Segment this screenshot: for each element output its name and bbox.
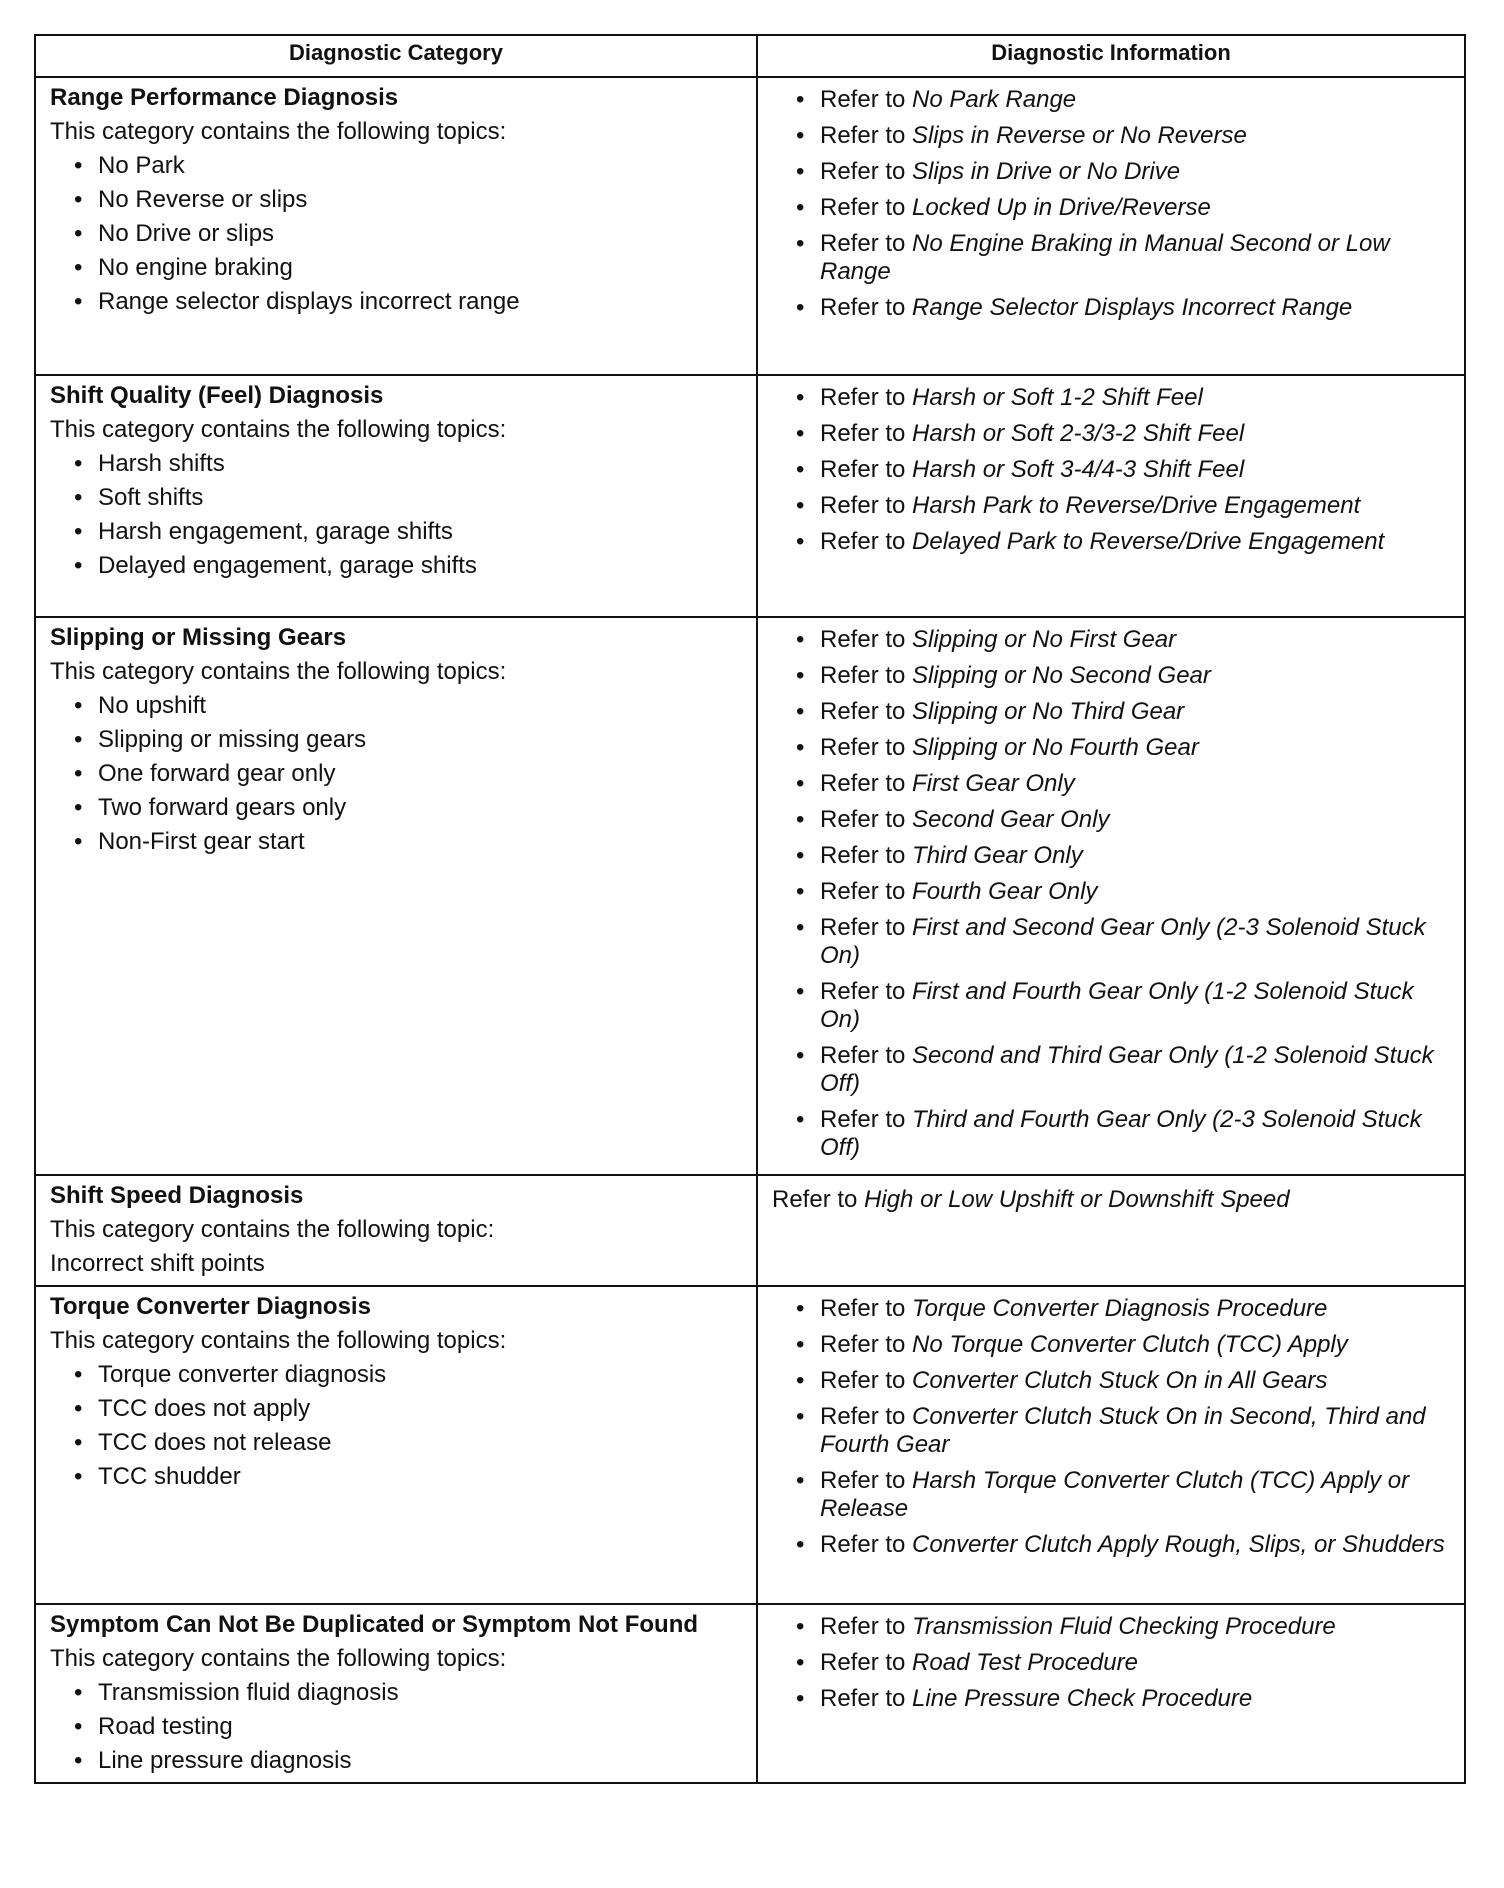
reference-link[interactable]: Second Gear Only xyxy=(912,806,1110,833)
information-cell xyxy=(757,617,1465,1175)
refer-to-prefix: Refer to xyxy=(820,1042,906,1069)
reference-item xyxy=(796,842,1454,870)
refer-to-prefix: Refer to xyxy=(820,770,906,797)
category-cell xyxy=(35,375,757,617)
reference-item xyxy=(796,194,1454,222)
reference-item xyxy=(796,626,1454,654)
refer-to-prefix: Refer to xyxy=(820,1106,906,1133)
topic-item: • Harsh shifts xyxy=(74,447,746,481)
reference-link[interactable]: Slips in Drive or No Drive xyxy=(912,158,1181,185)
refer-to-prefix: Refer to xyxy=(820,914,906,941)
reference-link[interactable]: No Park Range xyxy=(912,86,1077,113)
category-intro: This category contains the following topics: xyxy=(50,1327,507,1354)
refer-to-prefix: Refer to xyxy=(820,698,906,725)
reference-link[interactable]: Harsh or Soft 3-4/4-3 Shift Feel xyxy=(912,456,1245,483)
topic-item: • No Drive or slips xyxy=(74,217,746,251)
category-title: Symptom Can Not Be Duplicated or Symptom Not Found xyxy=(50,1611,699,1638)
reference-item xyxy=(796,734,1454,762)
reference-item xyxy=(796,770,1454,798)
reference-item xyxy=(796,420,1454,448)
reference-list xyxy=(772,384,1454,556)
table-row xyxy=(35,1175,1465,1286)
reference-link[interactable]: Harsh or Soft 2-3/3-2 Shift Feel xyxy=(912,420,1245,447)
reference-item xyxy=(796,698,1454,726)
refer-to-prefix: Refer to xyxy=(820,86,906,113)
topic-list xyxy=(50,447,746,583)
category-title: Range Performance Diagnosis xyxy=(50,84,399,111)
reference-link[interactable]: Slipping or No First Gear xyxy=(912,626,1177,653)
reference-item xyxy=(796,914,1454,970)
topic-item: • TCC does not release xyxy=(74,1426,746,1460)
topic-item: • TCC does not apply xyxy=(74,1392,746,1426)
reference-link[interactable]: Converter Clutch Stuck On in Second, Third and Fourth Gear xyxy=(820,1403,1426,1458)
refer-to-prefix: Refer to xyxy=(820,978,906,1005)
topic-item: • Harsh engagement, garage shifts xyxy=(74,515,746,549)
reference-link[interactable]: Slipping or No Fourth Gear xyxy=(912,734,1199,761)
category-title: Shift Quality (Feel) Diagnosis xyxy=(50,382,384,409)
reference-item xyxy=(796,1467,1454,1523)
reference-link[interactable]: High or Low Upshift or Downshift Speed xyxy=(864,1186,1290,1213)
reference-plain xyxy=(772,1183,1454,1217)
topic-item: • Transmission fluid diagnosis xyxy=(74,1676,746,1710)
reference-link[interactable]: Line Pressure Check Procedure xyxy=(912,1685,1253,1712)
reference-item xyxy=(796,1367,1454,1395)
category-cell xyxy=(35,1175,757,1286)
refer-to-prefix: Refer to xyxy=(820,456,906,483)
refer-to-prefix: Refer to xyxy=(820,384,906,411)
topic-item: • Line pressure diagnosis xyxy=(74,1744,746,1778)
topic-item: • Range selector displays incorrect range xyxy=(74,285,746,319)
information-cell xyxy=(757,375,1465,617)
reference-link[interactable]: Third and Fourth Gear Only (2-3 Solenoid Stuck Off) xyxy=(820,1106,1422,1161)
refer-to-prefix: Refer to xyxy=(820,1403,906,1430)
reference-item xyxy=(796,528,1454,556)
refer-to-prefix: Refer to xyxy=(820,1649,906,1676)
refer-to-prefix: Refer to xyxy=(820,492,906,519)
category-title: Shift Speed Diagnosis xyxy=(50,1182,304,1209)
header-diagnostic-category: Diagnostic Category xyxy=(35,35,757,77)
reference-item xyxy=(796,294,1454,322)
reference-list xyxy=(772,1613,1454,1713)
reference-link[interactable]: Road Test Procedure xyxy=(912,1649,1138,1676)
reference-item xyxy=(796,1613,1454,1641)
information-cell xyxy=(757,1604,1465,1783)
information-cell xyxy=(757,1175,1465,1286)
table-row xyxy=(35,1286,1465,1604)
refer-to-prefix: Refer to xyxy=(820,1467,906,1494)
reference-link[interactable]: First and Second Gear Only (2-3 Solenoid Stuck On) xyxy=(820,914,1426,969)
table-row xyxy=(35,375,1465,617)
reference-link[interactable]: Slipping or No Third Gear xyxy=(912,698,1185,725)
reference-item xyxy=(796,1531,1454,1559)
diagnostic-table xyxy=(34,34,1466,1784)
refer-to-prefix: Refer to xyxy=(820,122,906,149)
category-cell xyxy=(35,77,757,375)
reference-item xyxy=(796,878,1454,906)
topic-item: • TCC shudder xyxy=(74,1460,746,1494)
refer-to-prefix: Refer to xyxy=(820,662,906,689)
refer-to-prefix: Refer to xyxy=(820,1367,906,1394)
topic-item: • No Reverse or slips xyxy=(74,183,746,217)
reference-item xyxy=(796,86,1454,114)
reference-link[interactable]: Converter Clutch Apply Rough, Slips, or Shudders xyxy=(912,1531,1445,1558)
reference-item xyxy=(796,492,1454,520)
refer-to-prefix: Refer to xyxy=(820,1331,906,1358)
reference-list xyxy=(772,626,1454,1162)
reference-link[interactable]: Slips in Reverse or No Reverse xyxy=(912,122,1247,149)
category-intro: This category contains the following topic: xyxy=(50,1216,495,1243)
category-intro: This category contains the following topics: xyxy=(50,1645,507,1672)
reference-item xyxy=(796,978,1454,1034)
topic-item: • Road testing xyxy=(74,1710,746,1744)
topic-item: • No Park xyxy=(74,149,746,183)
category-cell xyxy=(35,1604,757,1783)
reference-item xyxy=(796,158,1454,186)
header-diagnostic-information: Diagnostic Information xyxy=(757,35,1465,77)
topic-item: • One forward gear only xyxy=(74,757,746,791)
refer-to-prefix: Refer to xyxy=(820,1531,906,1558)
reference-item xyxy=(796,1331,1454,1359)
refer-to-prefix: Refer to xyxy=(820,1613,906,1640)
reference-item xyxy=(796,806,1454,834)
topic-item: • Torque converter diagnosis xyxy=(74,1358,746,1392)
reference-item xyxy=(796,1649,1454,1677)
information-cell xyxy=(757,1286,1465,1604)
refer-to-prefix: Refer to xyxy=(820,842,906,869)
refer-to-prefix: Refer to xyxy=(820,1685,906,1712)
table-body xyxy=(35,77,1465,1783)
diagnostic-table-page xyxy=(34,34,1464,1784)
table-row xyxy=(35,1604,1465,1783)
refer-to-prefix: Refer to xyxy=(820,878,906,905)
table-row xyxy=(35,617,1465,1175)
refer-to-prefix: Refer to xyxy=(820,230,906,257)
reference-link[interactable]: First and Fourth Gear Only (1-2 Solenoid Stuck On) xyxy=(820,978,1414,1033)
category-intro: This category contains the following topics: xyxy=(50,658,507,685)
reference-link[interactable]: Delayed Park to Reverse/Drive Engagement xyxy=(912,528,1385,555)
reference-link[interactable]: Fourth Gear Only xyxy=(912,878,1098,905)
refer-to-prefix: Refer to xyxy=(820,626,906,653)
topic-item: • Slipping or missing gears xyxy=(74,723,746,757)
reference-item xyxy=(796,1106,1454,1162)
refer-to-prefix: Refer to xyxy=(820,806,906,833)
topic-item: • Soft shifts xyxy=(74,481,746,515)
category-intro: This category contains the following topics: xyxy=(50,416,507,443)
reference-item xyxy=(796,1403,1454,1459)
reference-item xyxy=(796,456,1454,484)
information-cell xyxy=(757,77,1465,375)
reference-link[interactable]: First Gear Only xyxy=(912,770,1075,797)
reference-link[interactable]: Harsh Torque Converter Clutch (TCC) Apply or Release xyxy=(820,1467,1410,1522)
reference-item xyxy=(796,1685,1454,1713)
category-title: Torque Converter Diagnosis xyxy=(50,1293,371,1320)
reference-link[interactable]: No Torque Converter Clutch (TCC) Apply xyxy=(912,1331,1348,1358)
reference-link[interactable]: Torque Converter Diagnosis Procedure xyxy=(912,1295,1328,1322)
reference-link[interactable]: Second and Third Gear Only (1-2 Solenoid Stuck Off) xyxy=(820,1042,1434,1097)
refer-to-prefix: Refer to xyxy=(820,420,906,447)
reference-link[interactable]: Harsh Park to Reverse/Drive Engagement xyxy=(912,492,1361,519)
reference-item xyxy=(796,1042,1454,1098)
reference-link[interactable]: Third Gear Only xyxy=(912,842,1083,869)
category-cell xyxy=(35,617,757,1175)
refer-to-prefix: Refer to xyxy=(820,1295,906,1322)
refer-to-prefix: Refer to xyxy=(820,528,906,555)
reference-link[interactable]: No Engine Braking in Manual Second or Low Range xyxy=(820,230,1390,285)
refer-to-prefix: Refer to xyxy=(820,194,906,221)
refer-to-prefix: Refer to xyxy=(820,734,906,761)
refer-to-prefix: Refer to xyxy=(820,294,906,321)
reference-link[interactable]: Range Selector Displays Incorrect Range xyxy=(912,294,1353,321)
reference-link[interactable]: Slipping or No Second Gear xyxy=(912,662,1211,689)
reference-link[interactable]: Locked Up in Drive/Reverse xyxy=(912,194,1211,221)
topic-list xyxy=(50,1358,746,1494)
topic-item: • No upshift xyxy=(74,689,746,723)
topic-list xyxy=(50,149,746,319)
reference-item xyxy=(796,230,1454,286)
topic-item: • Two forward gears only xyxy=(74,791,746,825)
reference-link[interactable]: Transmission Fluid Checking Procedure xyxy=(912,1613,1336,1640)
reference-list xyxy=(772,1295,1454,1559)
table-row xyxy=(35,77,1465,375)
topic-list xyxy=(50,1676,746,1778)
category-intro: This category contains the following topics: xyxy=(50,118,507,145)
reference-link[interactable]: Converter Clutch Stuck On in All Gears xyxy=(912,1367,1328,1394)
reference-list xyxy=(772,86,1454,322)
reference-item xyxy=(796,662,1454,690)
table-header-row xyxy=(35,35,1465,77)
reference-item xyxy=(796,122,1454,150)
category-title: Slipping or Missing Gears xyxy=(50,624,347,651)
topic-item: • Delayed engagement, garage shifts xyxy=(74,549,746,583)
category-cell xyxy=(35,1286,757,1604)
reference-item xyxy=(796,384,1454,412)
refer-to-prefix: Refer to xyxy=(820,158,906,185)
reference-item xyxy=(796,1295,1454,1323)
topic-item: • Non-First gear start xyxy=(74,825,746,859)
topic-item: • No engine braking xyxy=(74,251,746,285)
topic-list xyxy=(50,689,746,859)
topic-plain: Incorrect shift points xyxy=(50,1250,265,1277)
refer-to-prefix: Refer to xyxy=(772,1186,858,1213)
reference-link[interactable]: Harsh or Soft 1-2 Shift Feel xyxy=(912,384,1203,411)
